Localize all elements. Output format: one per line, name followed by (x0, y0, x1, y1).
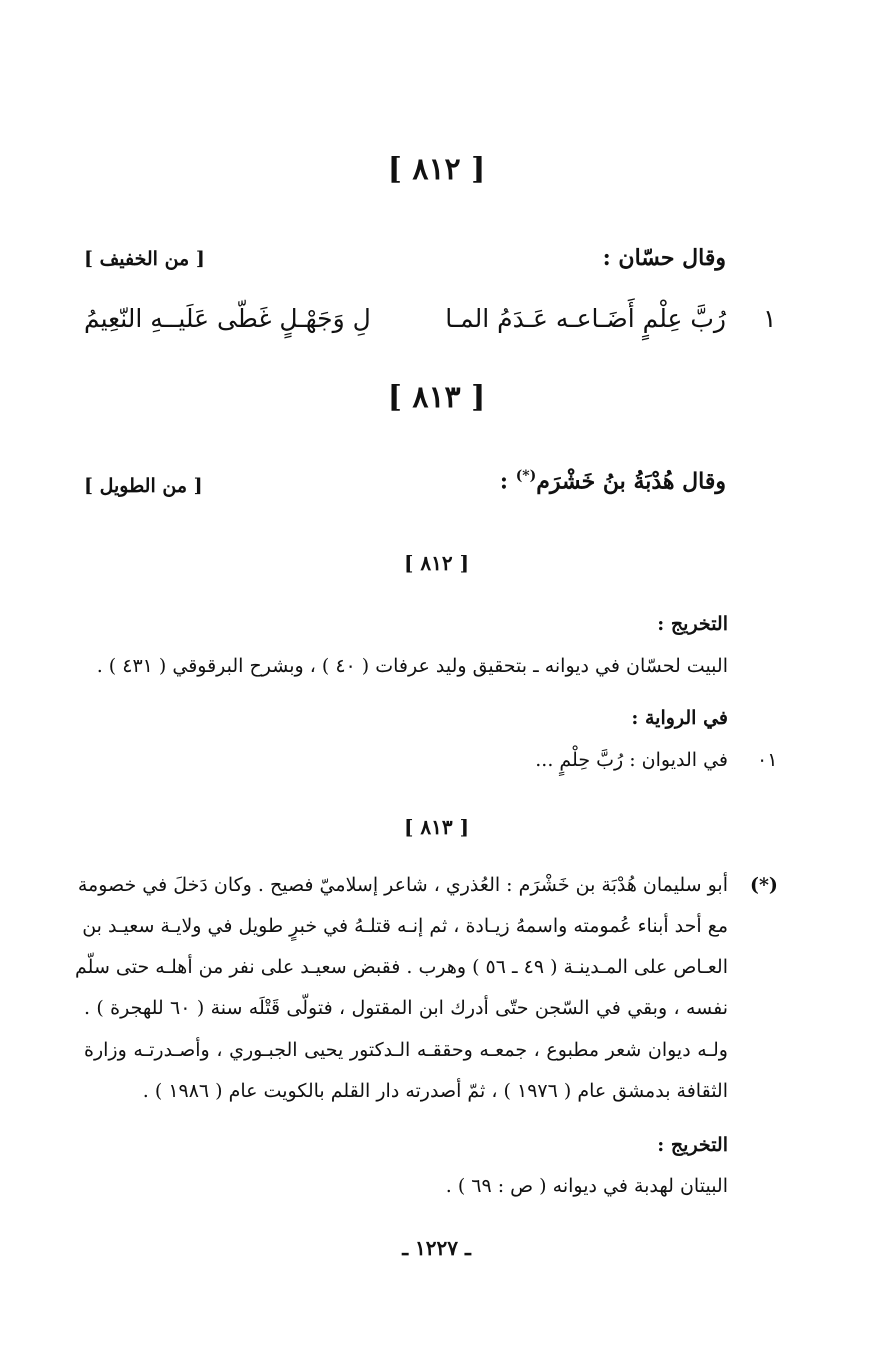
bio-footnote-marker: (*) (750, 874, 778, 896)
poem-813-intro-text: وقال هُدْبَةُ بنُ خَشْرَم (536, 468, 726, 495)
notes-812-heading: [ ٨١٢ ] (403, 551, 470, 575)
bio-line: أبو سليمان هُدْبَة بن خَشْرَم : العُذري ، شاعر إسلاميّ فصيح . وكان دَخلَ في خصومة (77, 874, 728, 896)
verse-first-hemistich: رُبَّ عِلْمٍ أَضَـاعـه عَـدَمُ المـا (445, 304, 726, 333)
poem-813-intro-colon: : (499, 468, 509, 495)
notes-812-takhrij-text: البيت لحسّان في ديوانه ـ بتحقيق وليد عرفات ( ٤٠ ) ، وبشرح البرقوقي ( ٤٣١ ) . (96, 655, 728, 677)
notes-812-takhrij-label: التخريج : (657, 613, 728, 635)
poem-812-meter: [ من الخفيف ] (84, 248, 205, 270)
bio-line: نفسه ، وبقي في السّجن حتّى أدرك ابن المقتول ، فتولّى قَتْلَه سنة ( ٦٠ للهجرة ) . (84, 997, 728, 1019)
bio-line: العـاص على المـدينـة ( ٤٩ ـ ٥٦ ) وهرب . فقبض سعيـد على نفر من أهلـه حتى سلّم (75, 956, 728, 978)
riwaya-number: ٠١ (757, 749, 778, 771)
bio-line: الثقافة بدمشق عام ( ١٩٧٦ ) ، ثمّ أصدرته دار القلم بالكويت عام ( ١٩٨٦ ) . (142, 1080, 728, 1102)
poem-812-number: [ ٨١٢ ] (387, 152, 486, 187)
notes-813-takhrij-label: التخريج : (657, 1134, 728, 1156)
bio-line: ولـه ديوان شعر مطبوع ، جمعـه وحققـه الـدكتور يحيى الجبـوري ، وأصـدرتـه وزارة (84, 1039, 728, 1061)
notes-812-riwaya-label: في الرواية : (631, 707, 728, 729)
footnote-marker: (*) (515, 468, 537, 484)
poem-812-intro: وقال حسّان : (602, 245, 726, 271)
verse-second-hemistich: لِ وَجَهْـلٍ غَطّى عَلَيــهِ النّعِيمُ (84, 304, 371, 333)
bio-line: مع أحد أبناء عُمومته واسمهُ زيـادة ، ثم إنـه قتلـهُ في خبرٍ طويل في ولايـة سعيـد بن (82, 915, 728, 937)
poem-813-meter: [ من الطويل ] (84, 475, 203, 497)
poem-813-intro (500, 468, 726, 494)
page-number: ـ ١٢٢٧ ـ (402, 1236, 471, 1260)
notes-812-riwaya-text: في الديوان : رُبَّ حِلْمٍ ... (535, 749, 728, 771)
notes-813-heading: [ ٨١٣ ] (403, 815, 470, 839)
notes-813-takhrij-text: البيتان لهدبة في ديوانه ( ص : ٦٩ ) . (445, 1175, 728, 1197)
poem-813-number: [ ٨١٣ ] (387, 380, 486, 415)
verse-number: ١ (763, 304, 777, 333)
